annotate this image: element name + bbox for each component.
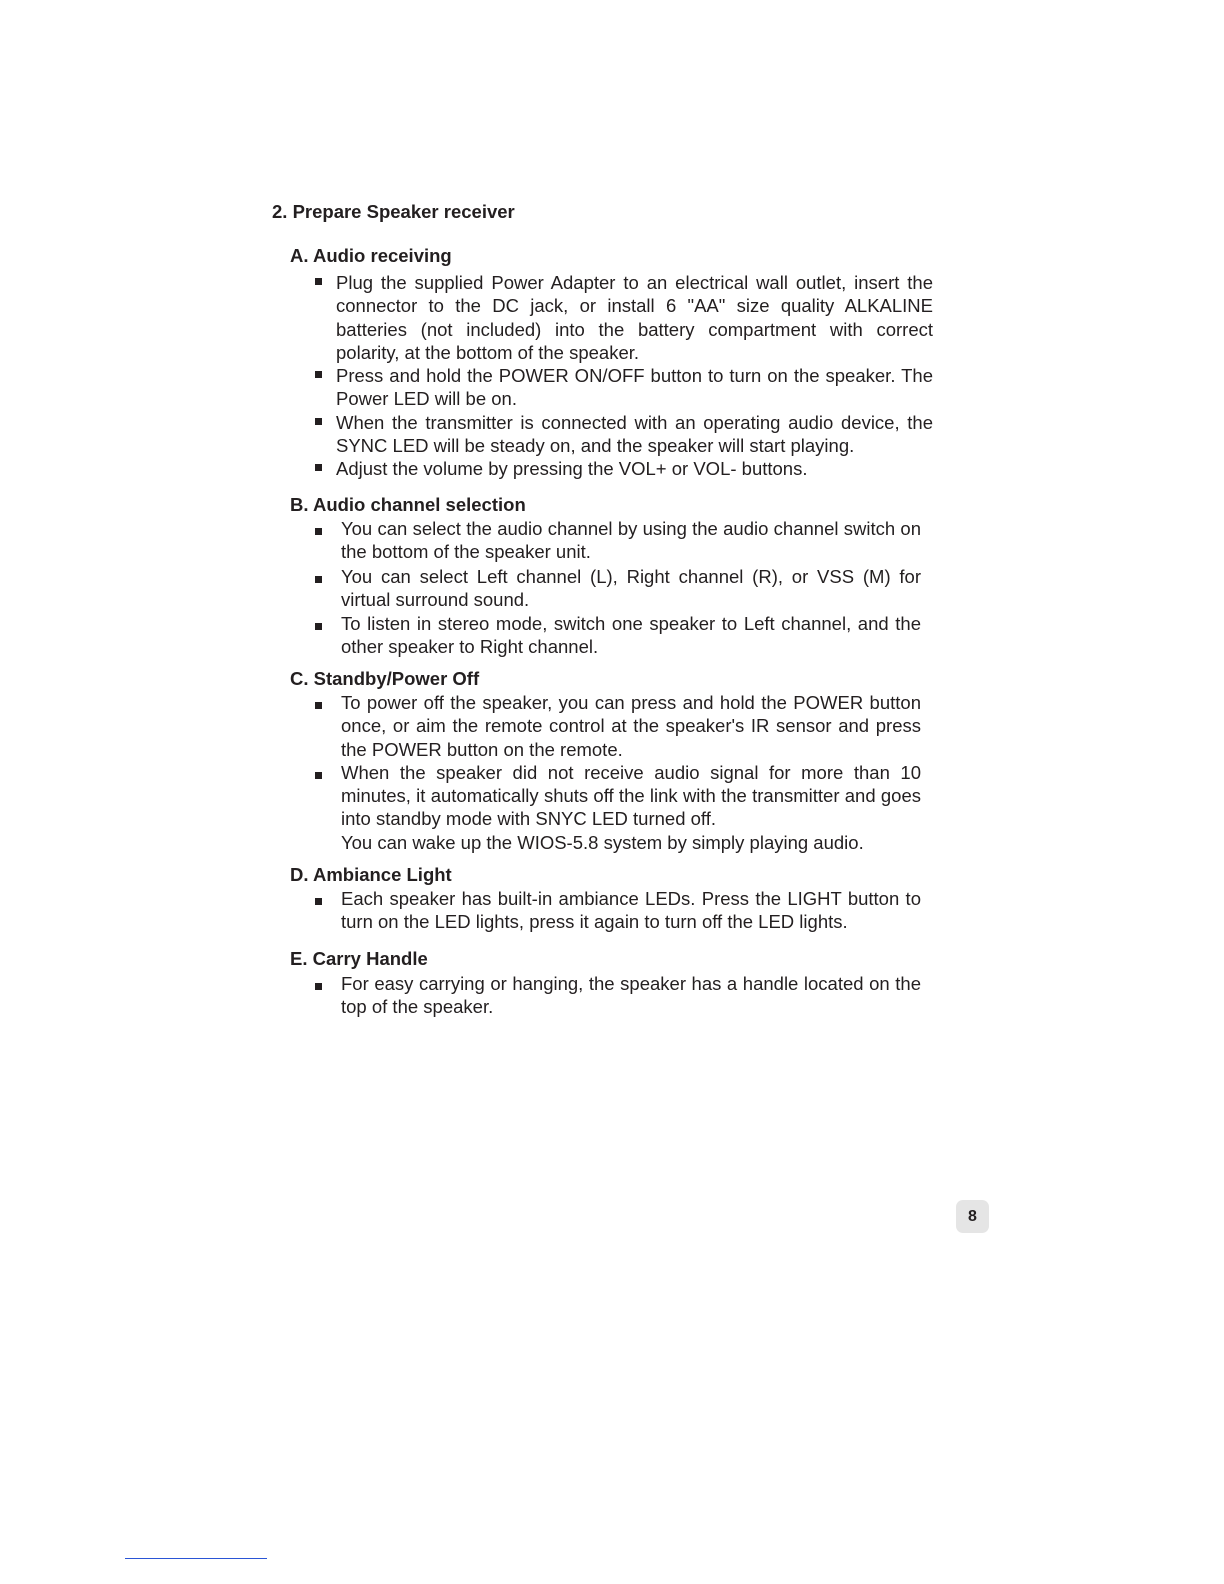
bullet-text: Plug the supplied Power Adapter to an electrical wall outlet, insert the connector to the DC jack, or install 6 "AA" size quality ALKALINE batteries (not included) into the battery compartment with correct polarity, at the bottom of the speaker. (336, 272, 933, 363)
bullet-list (290, 517, 950, 659)
section-ambiance-light (290, 863, 950, 934)
square-bullet-icon (315, 623, 322, 630)
square-bullet-icon (315, 576, 322, 583)
bullet-text: For easy carrying or hanging, the speaker has a handle located on the top of the speaker. (341, 973, 921, 1018)
bullet-text: To power off the speaker, you can press and hold the POWER button once, or aim the remote control at the speaker's IR sensor and press the POWER button on the remote. (341, 692, 921, 760)
page-number: 8 (956, 1200, 989, 1233)
square-bullet-icon (315, 418, 322, 425)
bullet-text: When the transmitter is connected with an operating audio device, the SYNC LED will be steady on, and the speaker will start playing. (336, 411, 933, 457)
square-bullet-icon (315, 278, 322, 285)
list-item (290, 411, 933, 458)
section-audio-receiving (290, 244, 950, 481)
bullet-list (290, 271, 950, 481)
bullet-text: You can select Left channel (L), Right channel (R), or VSS (M) for virtual surround sound. (341, 565, 921, 610)
list-item (290, 457, 933, 480)
square-bullet-icon (315, 371, 322, 378)
bullet-text: Each speaker has built-in ambiance LEDs. Press the LIGHT button to turn on the LED lights, press it again to turn off the LED lights. (341, 888, 921, 933)
footnote-divider (125, 1558, 267, 1559)
list-item (290, 364, 933, 411)
bullet-text: To listen in stereo mode, switch one speaker to Left channel, and the other speaker to Right channel. (341, 613, 921, 658)
list-item (290, 517, 921, 564)
square-bullet-icon (315, 898, 322, 905)
bullet-text: You can select the audio channel by using the audio channel switch on the bottom of the speaker unit. (341, 518, 921, 563)
section-audio-channel-selection (290, 493, 950, 660)
section-title: B. Audio channel selection (290, 494, 526, 515)
square-bullet-icon (315, 464, 322, 471)
bullet-text: Adjust the volume by pressing the VOL+ or VOL- buttons. (336, 458, 808, 480)
section-standby-power-off (290, 667, 950, 854)
page-heading: 2. Prepare Speaker receiver (272, 201, 515, 222)
section-title: D. Ambiance Light (290, 864, 452, 885)
list-item (290, 565, 921, 612)
section-title: C. Standby/Power Off (290, 668, 480, 689)
bullet-list (290, 972, 950, 1019)
square-bullet-icon (315, 772, 322, 779)
bullet-text: When the speaker did not receive audio signal for more than 10 minutes, it automatically shuts off the link with the transmitter and goes into standby mode with SNYC LED turned off. (341, 761, 921, 830)
list-item (290, 761, 921, 854)
bullet-list (290, 691, 950, 854)
section-carry-handle (290, 947, 950, 1019)
section-title: E. Carry Handle (290, 948, 428, 969)
square-bullet-icon (315, 528, 322, 535)
square-bullet-icon (315, 702, 322, 709)
list-item (290, 271, 933, 364)
square-bullet-icon (315, 983, 322, 990)
list-item (290, 612, 921, 659)
bullet-extra-line: You can wake up the WIOS-5.8 system by simply playing audio. (341, 831, 864, 853)
list-item (290, 972, 921, 1019)
list-item (290, 887, 921, 934)
section-title: A. Audio receiving (290, 245, 452, 266)
bullet-list (290, 887, 950, 934)
bullet-text: Press and hold the POWER ON/OFF button to turn on the speaker. The Power LED will be on. (336, 365, 933, 410)
list-item (290, 691, 921, 761)
